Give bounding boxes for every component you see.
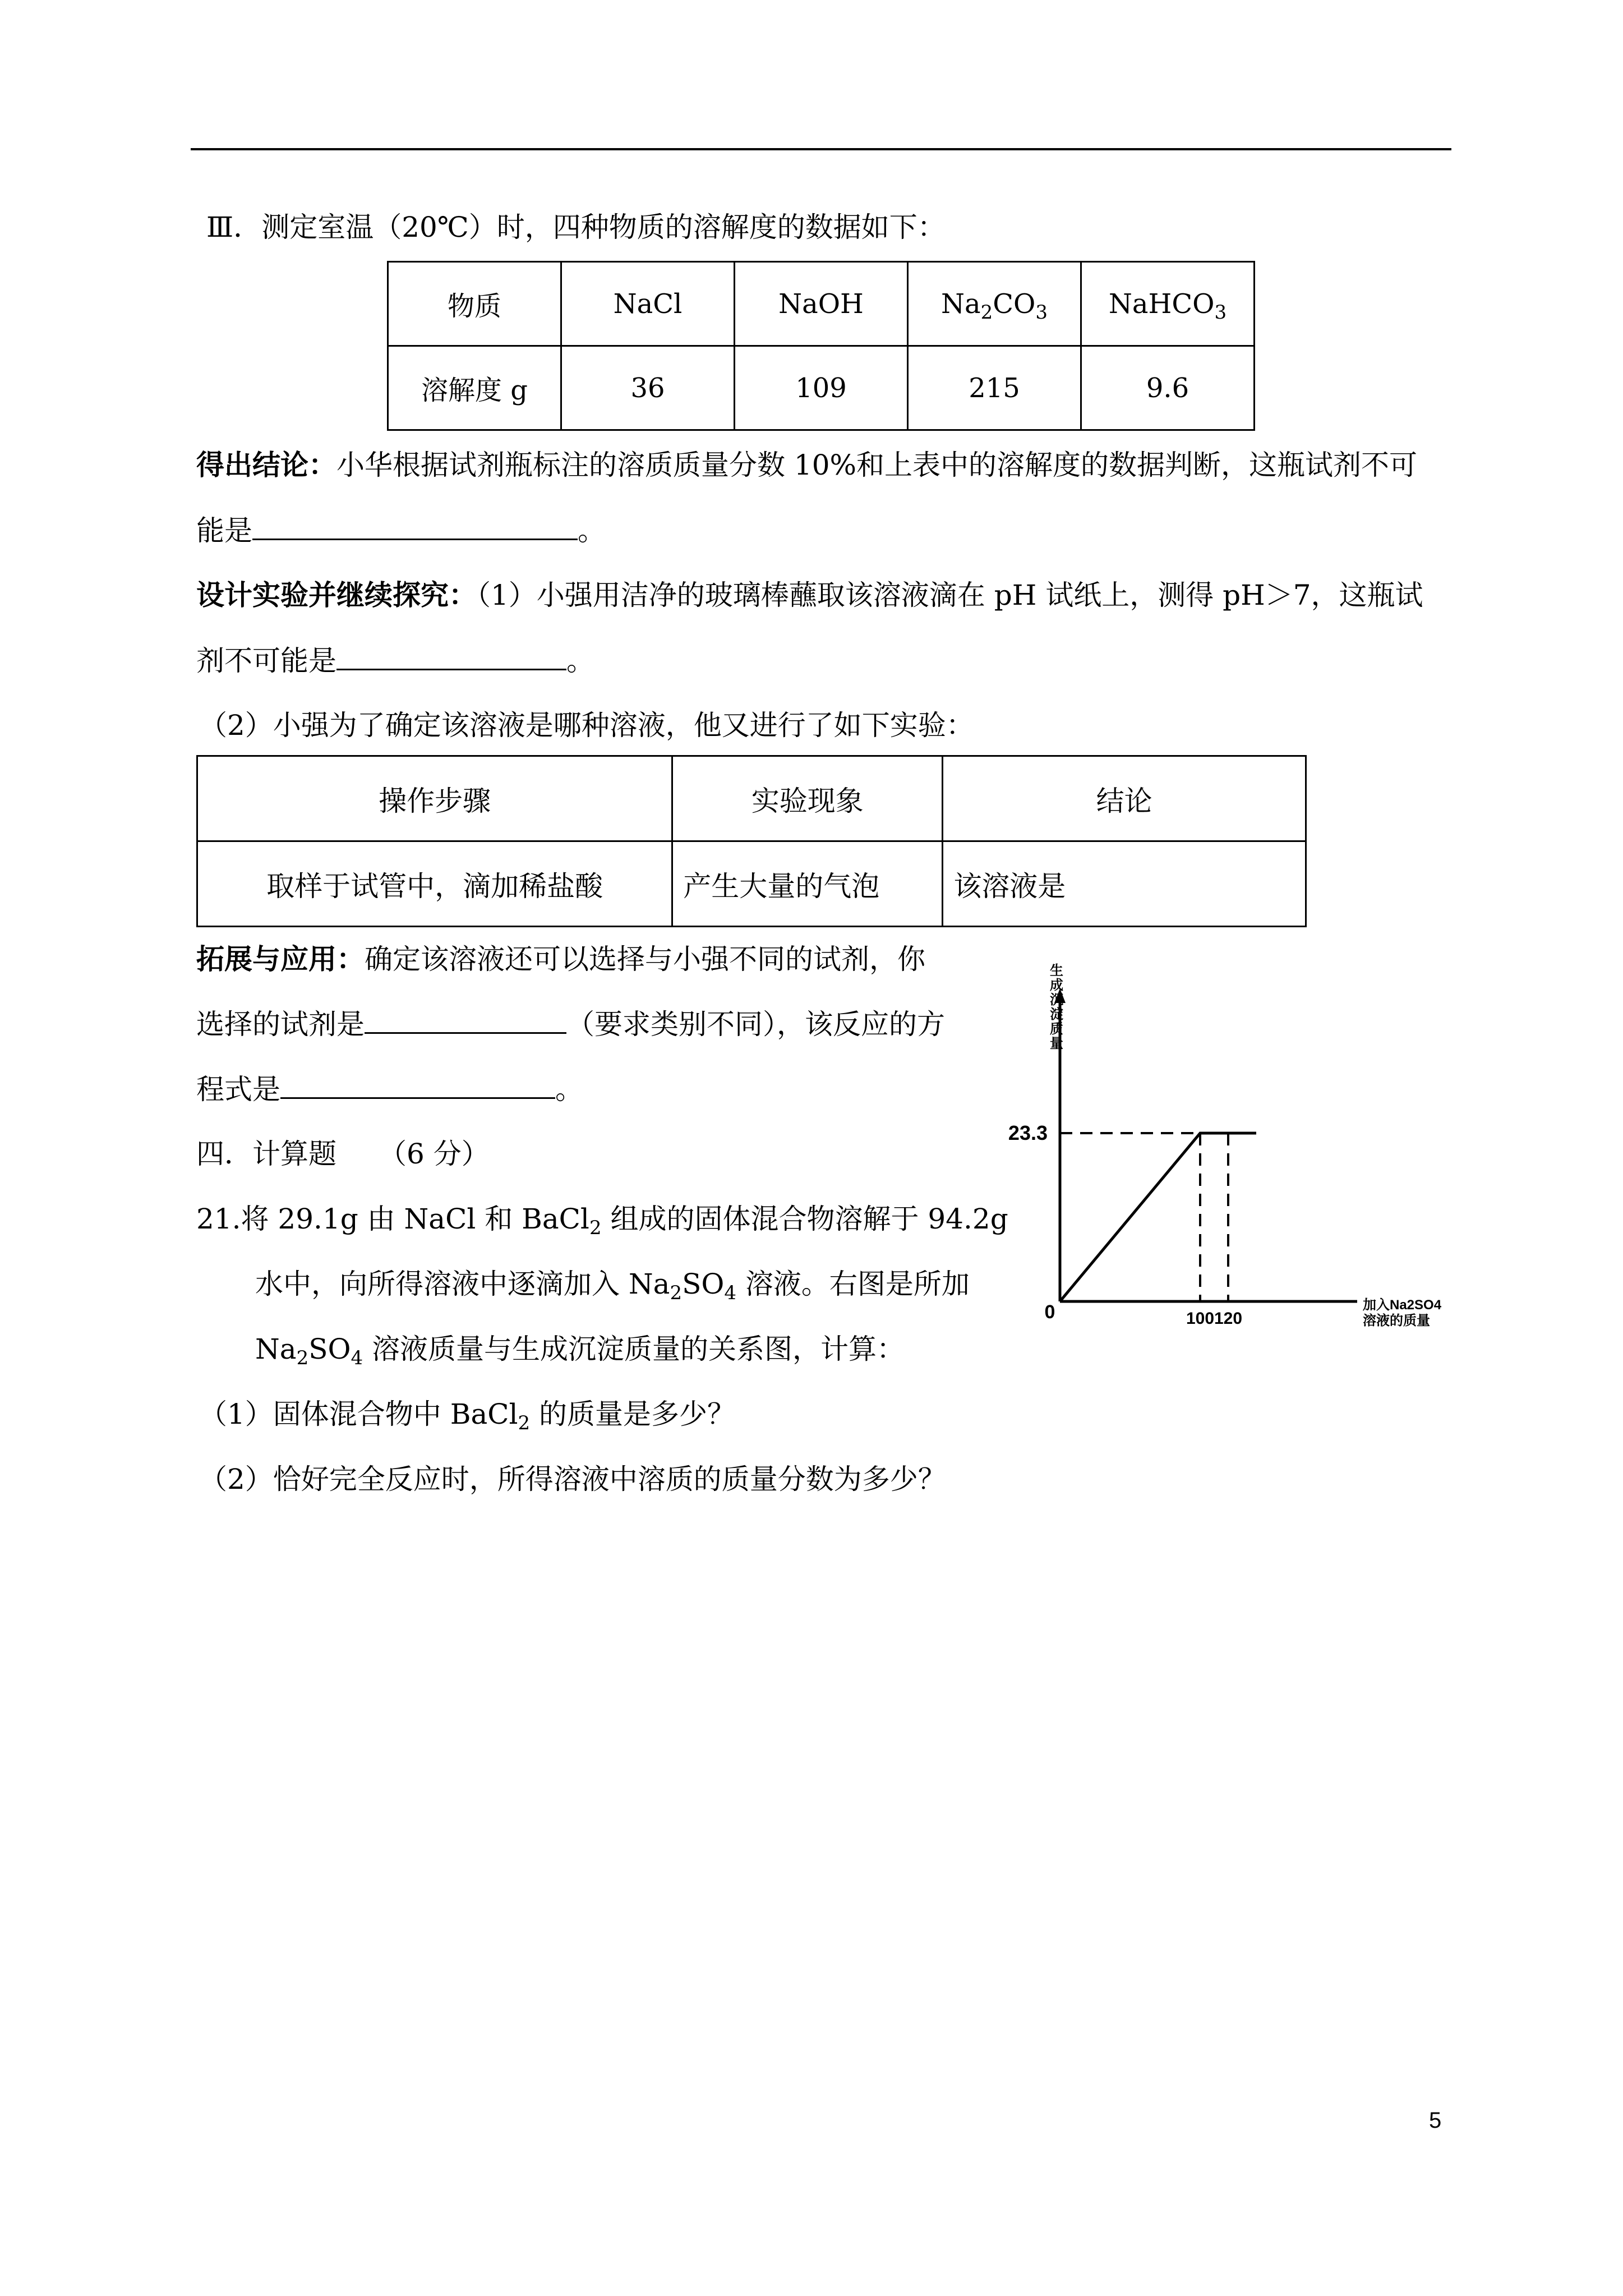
question-21-sub-2: （2）恰好完全反应时，所得溶液中溶质的质量分数为多少？ [199, 1463, 946, 1496]
table-header-phenomenon: 实验现象 [672, 756, 943, 841]
table-cell-substance: NaCl [561, 262, 735, 346]
table-cell-value: 36 [561, 346, 735, 430]
extension-line-2: 选择的试剂是 （要求类别不同），该反应的方 [196, 1004, 945, 1044]
extension-line-1: 拓展与应用：确定该溶液还可以选择与小强不同的试剂，你 [196, 942, 925, 976]
conclusion-line-2: 能是 。 [196, 510, 606, 550]
table-row-label-solubility: 溶解度 g [388, 346, 561, 430]
design-label: 设计实验并继续探究： [196, 578, 477, 611]
extension-line-3: 程式是 。 [196, 1069, 583, 1109]
x-tick-label: 120 [1214, 1309, 1243, 1328]
question-21-line-1: 21.将 29.1g 由 NaCl 和 BaCl$_2$ 组成的固体混合物溶解于 94.2g [196, 1203, 1008, 1239]
solubility-table [387, 261, 1255, 431]
question-21-sub-1: （1）固体混合物中 BaCl$_2$ 的质量是多少？ [199, 1398, 736, 1434]
conclusion-label: 得出结论： [196, 448, 336, 481]
table-cell-value: 9.6 [1081, 346, 1255, 430]
conclusion-text: 小华根据试剂瓶标注的溶质质量分数 10%和上表中的溶解度的数据判断，这瓶试剂不可 [336, 449, 1418, 481]
answer-blank[interactable] [252, 510, 578, 540]
table-cell-step: 取样于试管中，滴加稀盐酸 [197, 841, 672, 927]
answer-blank[interactable] [280, 1069, 555, 1099]
table-header-substance: 物质 [388, 262, 561, 346]
extension-label: 拓展与应用： [196, 942, 365, 976]
table-cell-value: 215 [908, 346, 1081, 430]
table-cell-substance: NaHCO$_3$ [1081, 262, 1255, 346]
section-3-heading: Ⅲ．测定室温（20℃）时，四种物质的溶解度的数据如下： [206, 211, 946, 243]
table-cell-substance: $Na_2CO_3$ [908, 262, 1081, 346]
precipitate-chart [998, 963, 1442, 1346]
table-cell-value: 109 [735, 346, 908, 430]
question-21-line-3: $Na_2SO_4$ 溶液质量与生成沉淀质量的关系图，计算： [255, 1333, 905, 1369]
section-4-heading: 四．计算题 （6 分） [196, 1138, 490, 1170]
design-line-1: 设计实验并继续探究：（1）小强用洁净的玻璃棒蘸取该溶液滴在 pH 试纸上，测得 pH＞7，这瓶试 [196, 578, 1423, 611]
header-rule [191, 148, 1451, 150]
origin-label: 0 [1044, 1301, 1055, 1323]
experiment-table [196, 755, 1307, 927]
table-cell-substance: NaOH [735, 262, 908, 346]
page-number: 5 [1429, 2108, 1442, 2133]
x-axis-label: 加入Na2SO4 溶液的质量 [1363, 1297, 1442, 1328]
table-header-step: 操作步骤 [197, 756, 672, 841]
x-tick-label: 100 [1186, 1309, 1215, 1328]
design-line-2: 剂不可能是 。 [196, 641, 594, 680]
design-line-3: （2）小强为了确定该溶液是哪种溶液，他又进行了如下实验： [199, 709, 974, 742]
question-21-line-2: 水中，向所得溶液中逐滴加入 $Na_2SO_4$ 溶液。右图是所加 [255, 1268, 970, 1304]
table-cell-phenomenon: 产生大量的气泡 [672, 841, 943, 927]
answer-blank[interactable] [365, 1004, 566, 1034]
y-axis-label: 生成沉淀质量 [1050, 963, 1063, 1051]
table-header-result: 结论 [943, 756, 1306, 841]
conclusion-line-1 [196, 445, 1417, 485]
answer-blank[interactable] [336, 641, 566, 670]
y-tick-label: 23.3 [1008, 1121, 1048, 1144]
series-line [1060, 1133, 1256, 1301]
table-cell-result: 该溶液是 [943, 841, 1306, 927]
